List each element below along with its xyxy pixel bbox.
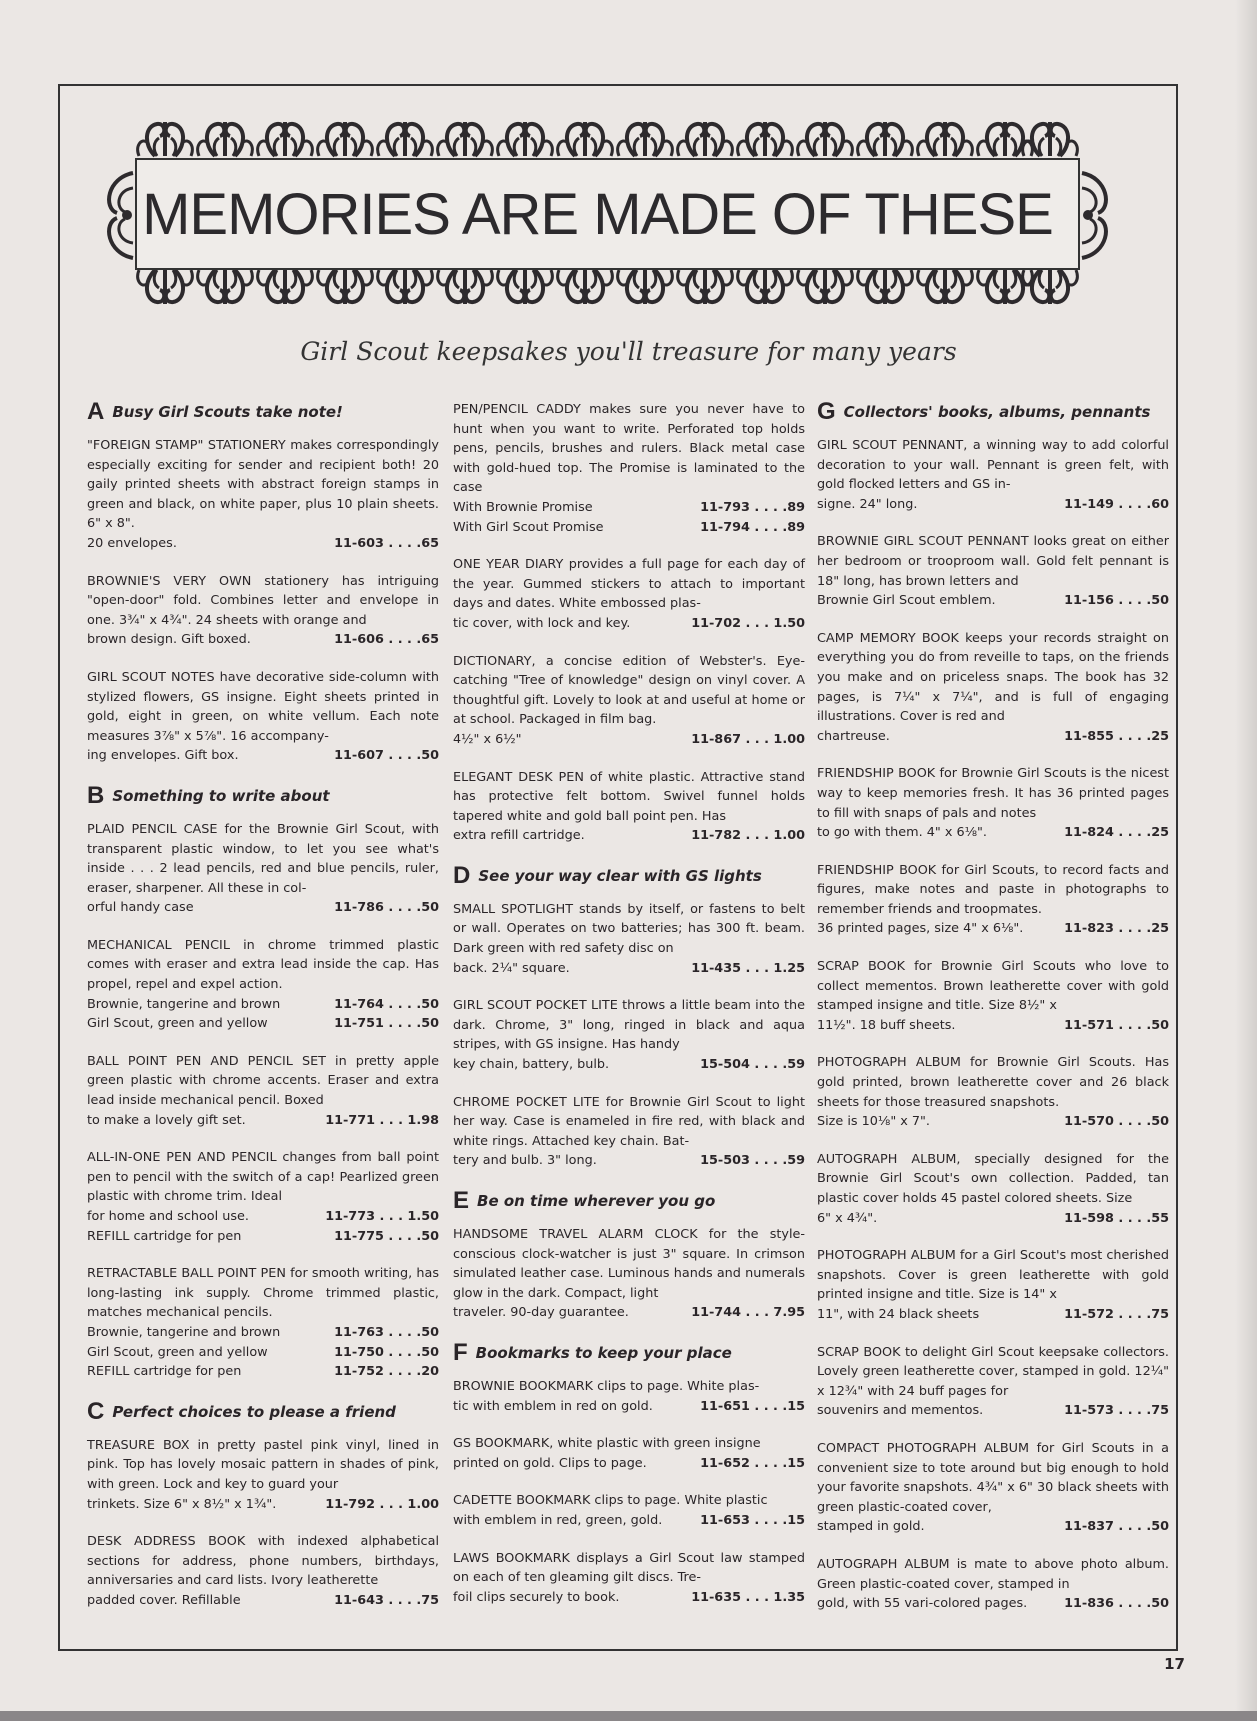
- product-description-end: with emblem in red, green, gold.: [453, 1512, 663, 1528]
- product-pen-pencil-set: [87, 1052, 439, 1130]
- product-price: 11-603 . . . .65: [334, 535, 439, 551]
- product-description: DESK ADDRESS BOOK with indexed alphabetical sections for address, phone numbers, birthdays, anniversaries and card lists. Ivory leatherette: [87, 1534, 439, 1589]
- product-description-end: tic with emblem in red on gold.: [453, 1398, 653, 1414]
- product-option: Brownie, tangerine and brown: [87, 1324, 281, 1340]
- product-dictionary: [453, 652, 805, 750]
- product-gs-bookmark: [453, 1434, 805, 1473]
- product-compact-photo-album: [817, 1439, 1169, 1537]
- product-description: CAMP MEMORY BOOK keeps your records straight on everything you do from reveille to taps, on the friends you make and on priceless snaps. The book has 32 pages, is 7¼" x 7¼", and is full of engaging illustrations. Cover is red and: [817, 630, 1169, 725]
- section-letter: B: [87, 781, 105, 809]
- page-bottom-edge: [0, 1711, 1257, 1721]
- product-description: MECHANICAL PENCIL in chrome trimmed plastic comes with eraser and extra lead inside the cap. Has propel, repel and expel action.: [87, 937, 439, 993]
- column-left: [87, 400, 439, 1629]
- product-description-end: traveler. 90-day guarantee.: [453, 1305, 629, 1321]
- product-price: 11-149 . . . .60: [1064, 496, 1169, 512]
- product-description: ELEGANT DESK PEN of white plastic. Attractive stand has protective felt bottom. Swivel funnel holds tapered white and gold ball point pen. Has: [453, 769, 805, 824]
- product-description-end: to make a lovely gift set.: [87, 1112, 246, 1128]
- section-letter: F: [453, 1338, 468, 1366]
- section-title: Perfect choices to please a friend: [112, 1402, 396, 1421]
- product-gs-pennant: [817, 436, 1169, 514]
- section-letter: G: [817, 398, 836, 425]
- product-description: FRIENDSHIP BOOK for Girl Scouts, to record facts and figures, make notes and paste in photographs to remember friends and troopmates.: [817, 862, 1169, 917]
- section-letter: D: [453, 861, 471, 889]
- product-price: 11-867 . . . 1.00: [691, 731, 805, 747]
- product-mechanical-pencil: [87, 936, 439, 1034]
- product-option: Brownie, tangerine and brown: [87, 996, 281, 1012]
- product-description: GIRL SCOUT NOTES have decorative side-column with stylized flowers, GS insigne. Eight sheets printed in gold, eight in green, on white vellum. Each note measures 3⅞" x 5⅞". 16 accompany-: [87, 669, 439, 744]
- product-brownie-scrap-book: [817, 957, 1169, 1035]
- product-price: 11-792 . . . 1.00: [325, 1496, 439, 1512]
- column-right: [817, 400, 1169, 1632]
- product-description: BROWNIE GIRL SCOUT PENNANT looks great on either her bedroom or trooproom wall. Gold felt pennant is 18" long, has brown letters and: [817, 534, 1169, 589]
- product-description: GIRL SCOUT POCKET LITE throws a little beam into the dark. Chrome, 3" long, ringed in black and aqua stripes, with GS insigne. Has handy: [453, 998, 805, 1053]
- section-title: See your way clear with GS lights: [478, 866, 762, 885]
- product-description: DICTIONARY, a concise edition of Webster's. Eye-catching "Tree of knowledge" design on vinyl cover. A thoughtful gift. Lovely to look at and useful at home or at school. Packaged in film bag.: [453, 653, 805, 728]
- section-g-heading: [817, 400, 1169, 424]
- product-description: PLAID PENCIL CASE for the Brownie Girl Scout, with transparent plastic window, to let you see what's inside . . . 2 lead pencils, red and blue pencils, ruler, eraser, sharpener. All these in col-: [87, 821, 439, 896]
- product-description: ONE YEAR DIARY provides a full page for each day of the year. Gummed stickers to attach to important days and dates. White embossed plas-: [453, 557, 805, 612]
- product-description-end: orful handy case: [87, 900, 194, 916]
- product-description: SCRAP BOOK for Brownie Girl Scouts who love to collect mementos. Brown leatherette cover with gold stamped insigne and title. Size 8½" x: [817, 959, 1169, 1014]
- product-price: 11-652 . . . .15: [700, 1455, 805, 1471]
- product-description: SMALL SPOTLIGHT stands by itself, or fastens to belt or wall. Operates on two batteries; has 300 ft. beam. Dark green with red safety disc on: [453, 901, 805, 957]
- product-price: 11-773 . . . 1.50: [325, 1209, 439, 1224]
- product-gs-autograph-album: [817, 1555, 1169, 1614]
- page-title: MEMORIES ARE MADE OF THESE: [142, 181, 1053, 247]
- section-title: Bookmarks to keep your place: [475, 1343, 732, 1362]
- product-price: 11-764 . . . .50: [334, 996, 439, 1012]
- product-price: 11-156 . . . .50: [1064, 593, 1169, 609]
- product-price: 11-837 . . . .50: [1064, 1519, 1169, 1535]
- page-number: 17: [1164, 1655, 1185, 1673]
- section-c-heading: [87, 1397, 439, 1425]
- product-option: Girl Scout, green and yellow: [87, 1344, 268, 1360]
- product-description-end: 36 printed pages, size 4" x 6⅛".: [817, 921, 1024, 937]
- bottom-ornament-row: [138, 270, 1078, 304]
- product-laws-bookmark: [453, 1549, 805, 1608]
- product-price: 11-606 . . . .65: [334, 632, 439, 648]
- product-plaid-pencil-case: [87, 820, 439, 918]
- product-description: PHOTOGRAPH ALBUM for Brownie Girl Scouts. Has gold printed, brown leatherette cover and 26 black sheets for those treasured snapshots.: [817, 1055, 1169, 1110]
- product-description-end: trinkets. Size 6" x 8½" x 1¾".: [87, 1496, 277, 1512]
- product-cadette-bookmark: [453, 1491, 805, 1530]
- product-description: CHROME POCKET LITE for Brownie Girl Scout to light her way. Case is enameled in fire red, with black and white rings. Attached key chain. Bat-: [453, 1094, 805, 1149]
- product-price: 11-653 . . . .15: [700, 1512, 805, 1528]
- product-description: COMPACT PHOTOGRAPH ALBUM for Girl Scouts in a convenient size to tote around but big enough to hold your favorite snapshots. 4¾" x 6" 30 black sheets with green plastic-coated cover,: [817, 1440, 1169, 1515]
- title-box: [135, 158, 1080, 270]
- product-price: 11-750 . . . .50: [334, 1344, 439, 1360]
- product-description-end: 11", with 24 black sheets: [817, 1306, 980, 1322]
- section-a-heading: [87, 400, 439, 424]
- product-option: With Brownie Promise: [453, 499, 593, 515]
- product-treasure-box: [87, 1436, 439, 1514]
- product-one-year-diary: [453, 555, 805, 633]
- section-letter: C: [87, 1397, 105, 1425]
- product-description-end: gold, with 55 vari-colored pages.: [817, 1596, 1028, 1612]
- left-ornament: [109, 173, 133, 258]
- product-description: GIRL SCOUT PENNANT, a winning way to add colorful decoration to your wall. Pennant is green felt, with gold flocked letters and GS in-: [817, 438, 1169, 493]
- product-desk-address-book: [87, 1532, 439, 1610]
- product-option: Girl Scout, green and yellow: [87, 1016, 268, 1032]
- product-gs-pocket-lite: [453, 996, 805, 1074]
- product-gs-scrap-book: [817, 1343, 1169, 1421]
- product-description: FRIENDSHIP BOOK for Brownie Girl Scouts is the nicest way to keep memories fresh. It has 36 printed pages to fill with snaps of pals and notes: [817, 766, 1169, 821]
- product-price: 11-824 . . . .25: [1064, 825, 1169, 841]
- product-price: 11-782 . . . 1.00: [691, 828, 805, 844]
- product-option: REFILL cartridge for pen: [87, 1228, 242, 1244]
- product-description: "FOREIGN STAMP" STATIONERY makes correspondingly especially exciting for sender and recipient both! 20 gaily printed sheets with abstract foreign stamps in green and black, on white paper, plus 10 plain sheets. 6" x 8".: [87, 438, 439, 532]
- page-subtitle: Girl Scout keepsakes you'll treasure for many years: [300, 337, 957, 366]
- product-brownie-friendship-book: [817, 764, 1169, 842]
- product-description-end: back. 2¼" square.: [453, 960, 570, 976]
- product-description-end: foil clips securely to book.: [453, 1589, 620, 1605]
- product-pen-pencil-caddy: [453, 400, 805, 537]
- product-price: 11-752 . . . .20: [334, 1364, 439, 1380]
- section-b-heading: [87, 781, 439, 809]
- product-description-end: brown design. Gift boxed.: [87, 632, 251, 648]
- product-price: 11-794 . . . .89: [700, 519, 805, 535]
- product-description-end: 6" x 4¾".: [817, 1210, 878, 1226]
- product-description-end: key chain, battery, bulb.: [453, 1057, 610, 1073]
- product-brownie-bookmark: [453, 1377, 805, 1416]
- section-e-heading: [453, 1189, 805, 1213]
- product-description-end: chartreuse.: [817, 728, 890, 744]
- section-title: Busy Girl Scouts take note!: [112, 403, 343, 421]
- product-price: 11-607 . . . .50: [334, 748, 439, 764]
- product-price: 11-435 . . . 1.25: [691, 960, 805, 976]
- product-elegant-desk-pen: [453, 768, 805, 846]
- section-title: Collectors' books, albums, pennants: [843, 403, 1151, 421]
- product-price: 11-775 . . . .50: [334, 1228, 439, 1244]
- product-description: PHOTOGRAPH ALBUM for a Girl Scout's most cherished snapshots. Cover is green leatherette with gold printed insigne and title. Size is 14" x: [817, 1248, 1169, 1303]
- product-description: BROWNIE BOOKMARK clips to page. White plas-: [453, 1378, 760, 1394]
- product-gs-friendship-book: [817, 861, 1169, 939]
- product-price: 15-503 . . . .59: [700, 1153, 805, 1169]
- product-description-end: signe. 24" long.: [817, 496, 918, 512]
- product-price: 11-793 . . . .89: [700, 499, 805, 515]
- product-description-end: stamped in gold.: [817, 1519, 925, 1535]
- product-price: 11-823 . . . .25: [1064, 921, 1169, 937]
- product-gs-photo-album: [817, 1246, 1169, 1324]
- product-price: 11-836 . . . .50: [1064, 1596, 1169, 1612]
- section-d-heading: [453, 861, 805, 889]
- product-price: 11-771 . . . 1.98: [325, 1112, 439, 1128]
- product-chrome-pocket-lite: [453, 1093, 805, 1171]
- product-description: LAWS BOOKMARK displays a Girl Scout law stamped on each of ten gleaming gilt discs. Tre-: [453, 1550, 805, 1586]
- section-letter: E: [453, 1187, 470, 1214]
- product-price: 11-744 . . . 7.95: [691, 1305, 805, 1321]
- product-price: 11-572 . . . .75: [1064, 1306, 1169, 1322]
- product-description-end: tic cover, with lock and key.: [453, 615, 631, 631]
- product-description: AUTOGRAPH ALBUM is mate to above photo album. Green plastic-coated cover, stamped in: [817, 1556, 1169, 1592]
- page-edge-shadow: [1235, 0, 1257, 1721]
- product-price: 11-855 . . . .25: [1064, 728, 1169, 744]
- product-price: 11-702 . . . 1.50: [691, 615, 805, 631]
- section-title: Something to write about: [112, 786, 330, 805]
- product-description: TREASURE BOX in pretty pastel pink vinyl, lined in pink. Top has lovely mosaic pattern in shades of pink, with green. Lock and key to guard your: [87, 1437, 439, 1492]
- product-travel-alarm-clock: [453, 1225, 805, 1323]
- product-description-end: 20 envelopes.: [87, 535, 177, 551]
- title-banner: [95, 108, 1120, 318]
- product-price: 11-651 . . . .15: [700, 1398, 805, 1414]
- product-description: PEN/PENCIL CADDY makes sure you never have to hunt when you want to write. Perforated top holds pens, pencils, brushes and rulers. Black metal case with gold-hued top. The Promise is laminated to the case: [453, 402, 805, 496]
- product-description-end: padded cover. Refillable: [87, 1592, 241, 1608]
- product-brownie-photo-album: [817, 1053, 1169, 1131]
- product-description-end: tery and bulb. 3" long.: [453, 1153, 597, 1169]
- product-girl-scout-notes: [87, 668, 439, 766]
- product-description: ALL-IN-ONE PEN AND PENCIL changes from ball point pen to pencil with the switch of a cap! Pearlized green plastic with chrome trim. Ideal: [87, 1150, 439, 1205]
- product-small-spotlight: [453, 900, 805, 978]
- product-description: GS BOOKMARK, white plastic with green insigne: [453, 1436, 761, 1452]
- product-description: BALL POINT PEN AND PENCIL SET in pretty apple green plastic with chrome accents. Eraser and extra lead inside mechanical pencil. Boxed: [87, 1053, 439, 1109]
- product-price: 11-571 . . . .50: [1064, 1017, 1169, 1033]
- product-description: CADETTE BOOKMARK clips to page. White plastic: [453, 1493, 768, 1509]
- product-description-end: Brownie Girl Scout emblem.: [817, 593, 996, 609]
- top-ornament-row: [138, 122, 1078, 156]
- product-description-end: extra refill cartridge.: [453, 828, 585, 844]
- product-option: With Girl Scout Promise: [453, 519, 604, 535]
- product-description: AUTOGRAPH ALBUM, specially designed for the Brownie Girl Scout's own collection. Padded, tan plastic cover holds 45 pastel colored sheets. Size: [817, 1151, 1169, 1206]
- product-price: 15-504 . . . .59: [700, 1057, 805, 1073]
- product-description-end: souvenirs and mementos.: [817, 1403, 984, 1419]
- column-middle: [453, 400, 805, 1625]
- product-description-end: Size is 10⅛" x 7".: [817, 1114, 931, 1130]
- product-description-end: printed on gold. Clips to page.: [453, 1455, 647, 1471]
- product-option: for home and school use.: [87, 1209, 249, 1224]
- product-description-end: 11½". 18 buff sheets.: [817, 1017, 956, 1033]
- product-description: BROWNIE'S VERY OWN stationery has intriguing "open-door" fold. Combines letter and envelope in one. 3¾" x 4¾". 24 sheets with orange and: [87, 573, 439, 628]
- product-description-end: to go with them. 4" x 6⅛".: [817, 825, 987, 841]
- product-price: 11-573 . . . .75: [1064, 1403, 1169, 1419]
- section-title: Be on time wherever you go: [477, 1192, 716, 1210]
- product-description: HANDSOME TRAVEL ALARM CLOCK for the style-conscious clock-watcher is just 3" square. In crimson simulated leather case. Luminous hands and numerals glow in the dark. Compact, light: [453, 1227, 805, 1301]
- right-ornament: [1082, 173, 1106, 258]
- product-price: 11-751 . . . .50: [334, 1016, 439, 1032]
- product-price: 11-786 . . . .50: [334, 900, 439, 916]
- product-price: 11-643 . . . .75: [334, 1592, 439, 1608]
- product-price: 11-598 . . . .55: [1064, 1210, 1169, 1226]
- product-price: 11-763 . . . .50: [334, 1324, 439, 1340]
- product-brownies-own-stationery: [87, 572, 439, 650]
- product-price: 11-635 . . . 1.35: [691, 1589, 805, 1605]
- product-price: 11-570 . . . .50: [1064, 1114, 1169, 1130]
- product-description-end: 4½" x 6½": [453, 731, 522, 747]
- product-brownie-autograph-album: [817, 1150, 1169, 1228]
- section-letter: A: [87, 398, 105, 425]
- product-retractable-pen: [87, 1264, 439, 1382]
- product-all-in-one-pen: [87, 1148, 439, 1246]
- product-description: RETRACTABLE BALL POINT PEN for smooth writing, has long-lasting ink supply. Chrome trimmed plastic, matches mechanical pencils.: [87, 1266, 439, 1321]
- product-description: SCRAP BOOK to delight Girl Scout keepsake collectors. Lovely green leatherette cover, stamped in gold. 12¼" x 12¾" with 24 buff pages for: [817, 1344, 1169, 1399]
- section-f-heading: [453, 1338, 805, 1366]
- product-brownie-pennant: [817, 532, 1169, 610]
- product-foreign-stamp-stationery: [87, 436, 439, 554]
- product-description-end: ing envelopes. Gift box.: [87, 748, 239, 764]
- product-option: REFILL cartridge for pen: [87, 1364, 242, 1380]
- product-camp-memory-book: [817, 629, 1169, 747]
